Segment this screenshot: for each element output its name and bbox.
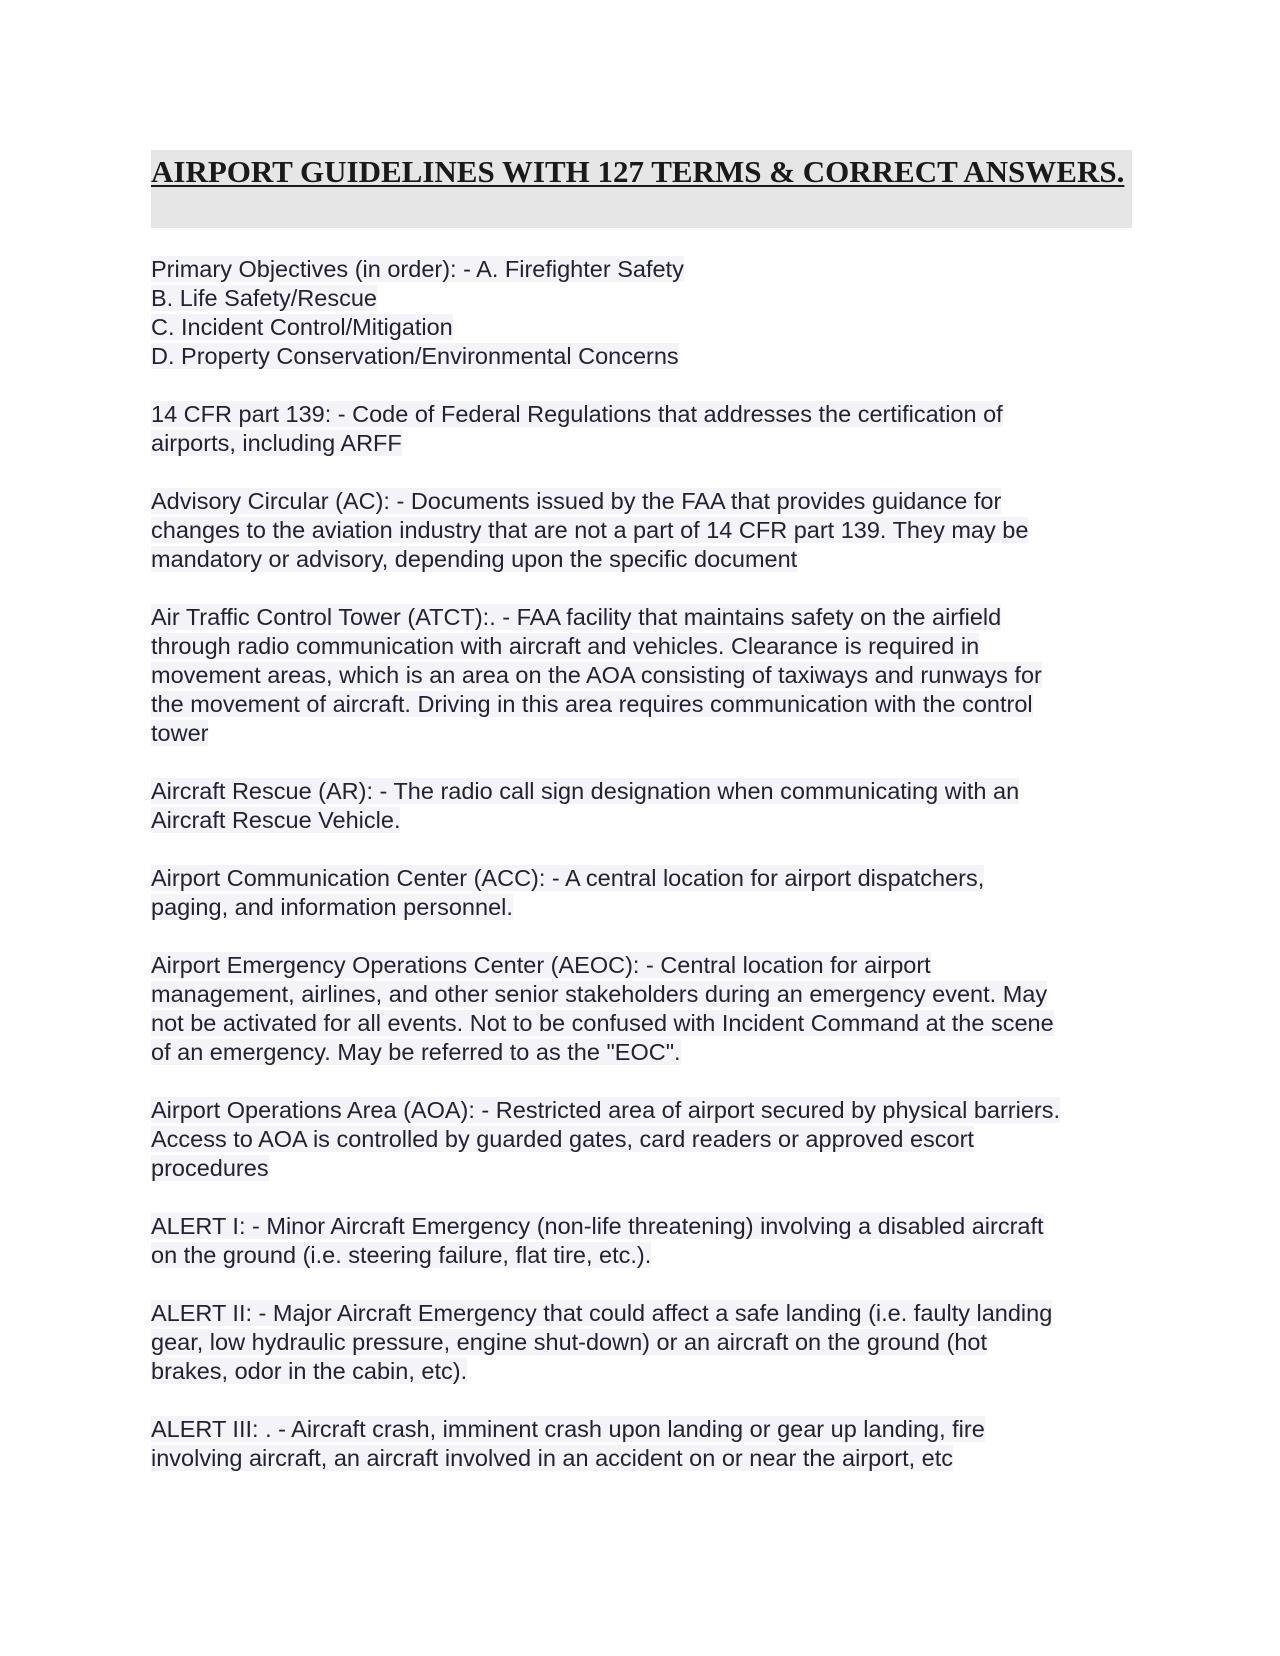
term-aircraft-rescue — [151, 777, 1141, 835]
term-line: Air Traffic Control Tower (ATCT):. - FAA facility that maintains safety on the airfield — [151, 604, 1002, 630]
term-line: Airport Communication Center (ACC): - A central location for airport dispatchers, — [151, 865, 985, 891]
term-line: the movement of aircraft. Driving in this area requires communication with the control — [151, 691, 1033, 717]
term-line: 14 CFR part 139: - Code of Federal Regulations that addresses the certification of — [151, 401, 1003, 427]
term-line: ALERT I: - Minor Aircraft Emergency (non-life threatening) involving a disabled aircraft — [151, 1213, 1044, 1239]
term-line: changes to the aviation industry that are not a part of 14 CFR part 139. They may be — [151, 517, 1029, 543]
term-alert-1 — [151, 1212, 1141, 1270]
term-line: movement areas, which is an area on the AOA consisting of taxiways and runways for — [151, 662, 1042, 688]
term-airport-emergency-operations-center — [151, 951, 1141, 1067]
document-title: AIRPORT GUIDELINES WITH 127 TERMS & CORRECT ANSWERS. — [151, 154, 1125, 189]
term-line: Aircraft Rescue (AR): - The radio call sign designation when communicating with an — [151, 778, 1020, 804]
term-line: not be activated for all events. Not to be confused with Incident Command at the scene — [151, 1010, 1054, 1036]
term-line: gear, low hydraulic pressure, engine shut-down) or an aircraft on the ground (hot — [151, 1329, 988, 1355]
term-line: tower — [151, 720, 209, 746]
term-line: ALERT II: - Major Aircraft Emergency that could affect a safe landing (i.e. faulty landing — [151, 1300, 1053, 1326]
term-line: management, airlines, and other senior stakeholders during an emergency event. May — [151, 981, 1048, 1007]
term-line: Aircraft Rescue Vehicle. — [151, 807, 401, 833]
term-line: brakes, odor in the cabin, etc). — [151, 1358, 468, 1384]
term-air-traffic-control-tower — [151, 603, 1141, 748]
term-line: B. Life Safety/Rescue — [151, 285, 377, 311]
term-line: paging, and information personnel. — [151, 894, 513, 920]
term-line: procedures — [151, 1155, 269, 1181]
term-line: Access to AOA is controlled by guarded gates, card readers or approved escort — [151, 1126, 974, 1152]
term-line: involving aircraft, an aircraft involved in an accident on or near the airport, etc — [151, 1445, 954, 1471]
term-line: Airport Operations Area (AOA): - Restricted area of airport secured by physical barriers. — [151, 1097, 1061, 1123]
term-line: Airport Emergency Operations Center (AEOC): - Central location for airport — [151, 952, 931, 978]
term-line: Advisory Circular (AC): - Documents issued by the FAA that provides guidance for — [151, 488, 1002, 514]
term-line: through radio communication with aircraft and vehicles. Clearance is required in — [151, 633, 980, 659]
term-line: of an emergency. May be referred to as the "EOC". — [151, 1039, 681, 1065]
term-line: C. Incident Control/Mitigation — [151, 314, 453, 340]
term-line: D. Property Conservation/Environmental Concerns — [151, 343, 679, 369]
term-line: airports, including ARFF — [151, 430, 402, 456]
term-alert-2 — [151, 1299, 1141, 1386]
term-primary-objectives — [151, 255, 1141, 371]
term-list — [151, 255, 1141, 1502]
term-14-cfr-part-139 — [151, 400, 1141, 458]
term-line: Primary Objectives (in order): - A. Firefighter Safety — [151, 256, 684, 282]
term-alert-3 — [151, 1415, 1141, 1473]
term-airport-communication-center — [151, 864, 1141, 922]
term-advisory-circular — [151, 487, 1141, 574]
term-airport-operations-area — [151, 1096, 1141, 1183]
term-line: ALERT III: . - Aircraft crash, imminent crash upon landing or gear up landing, fire — [151, 1416, 985, 1442]
term-line: on the ground (i.e. steering failure, flat tire, etc.). — [151, 1242, 652, 1268]
term-line: mandatory or advisory, depending upon the specific document — [151, 546, 798, 572]
